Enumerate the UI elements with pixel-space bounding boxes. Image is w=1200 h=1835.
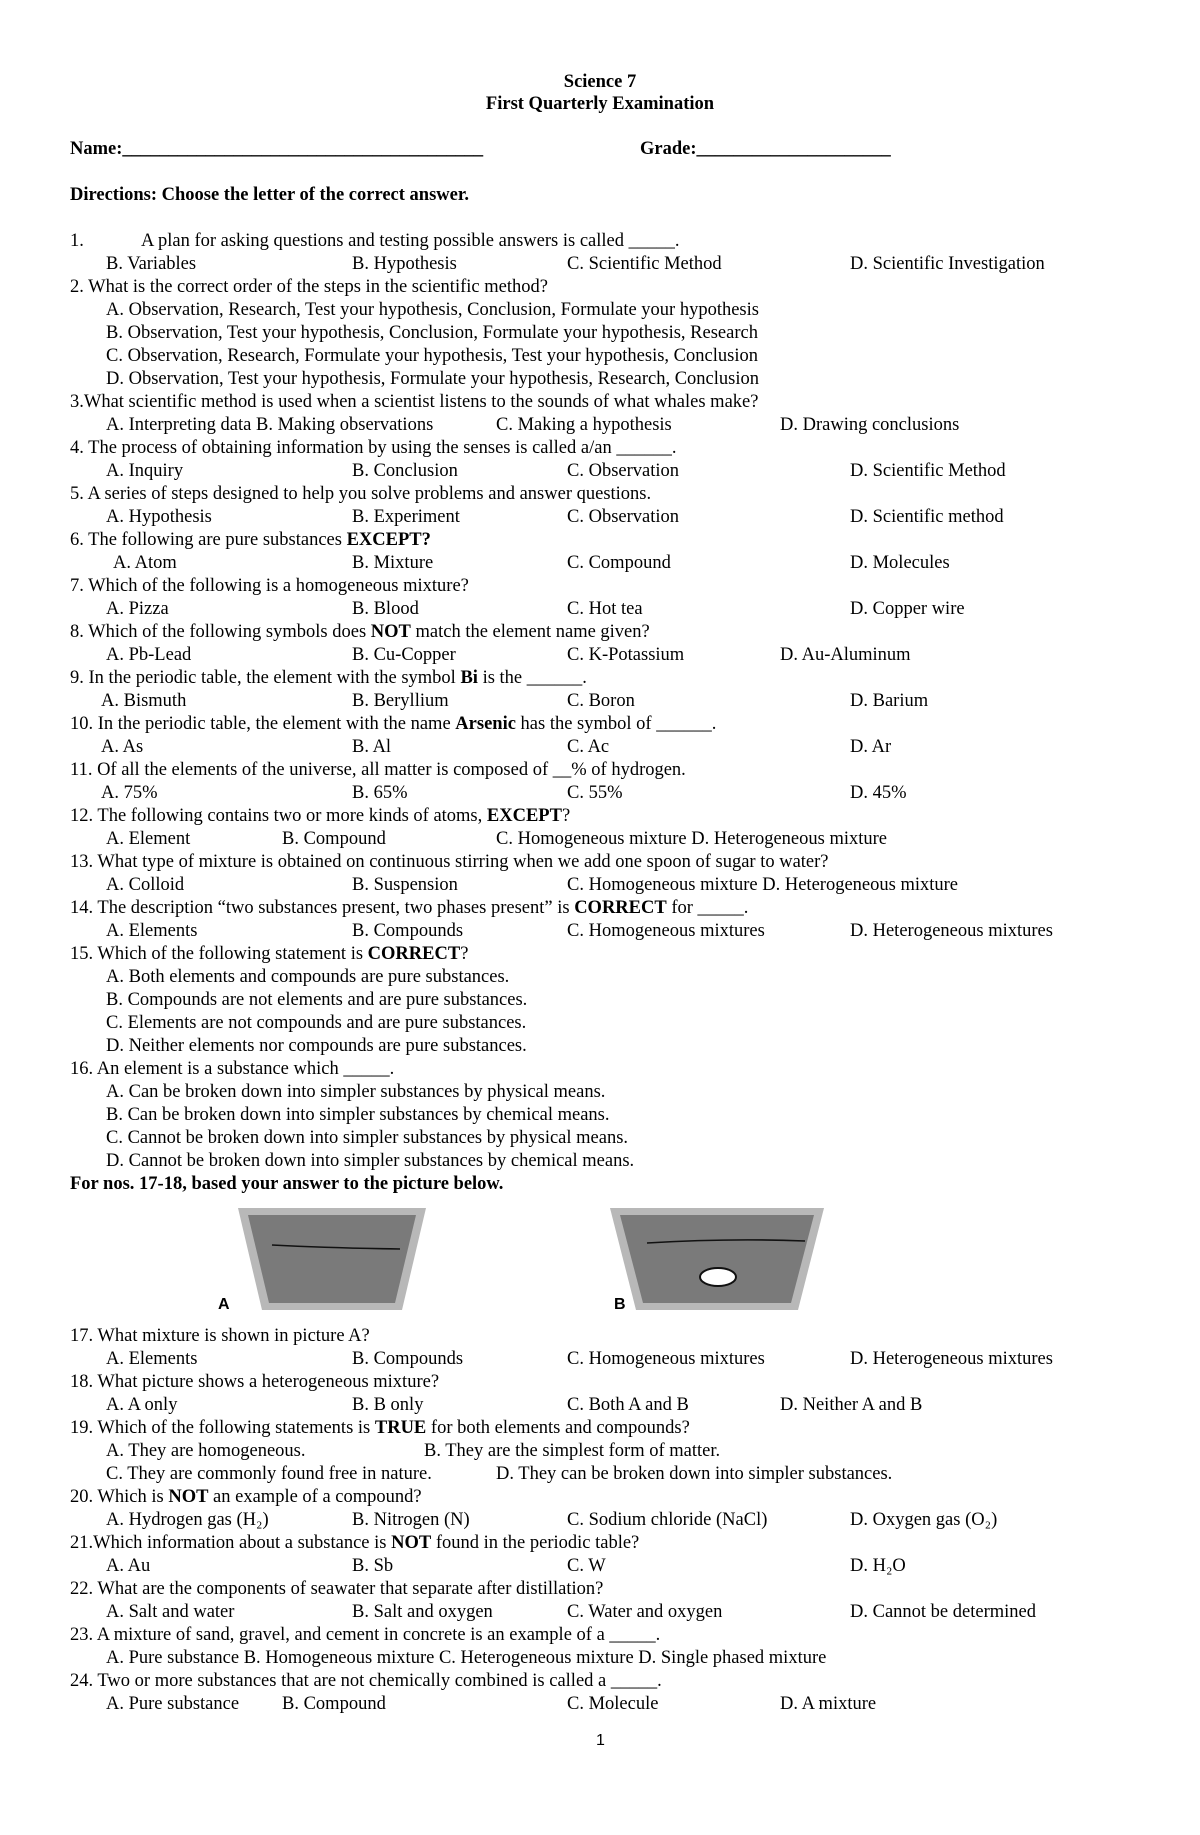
q10-choice-c[interactable]: C. Ac bbox=[567, 737, 610, 757]
q3-choice-ab[interactable]: A. Interpreting data B. Making observations bbox=[106, 415, 434, 435]
q5-choice-b[interactable]: B. Experiment bbox=[352, 507, 460, 527]
name-field[interactable]: Name:_______________________________________ bbox=[70, 139, 484, 159]
q15-choice-d[interactable]: D. Neither elements nor compounds are pure substances. bbox=[106, 1036, 527, 1056]
q14-question: 14. The description “two substances present, two phases present” is CORRECT for _____. bbox=[70, 898, 749, 918]
q22-choice-d[interactable]: D. Cannot be determined bbox=[850, 1602, 1036, 1622]
q17-question: 17. What mixture is shown in picture A? bbox=[70, 1326, 370, 1346]
q22-choice-c[interactable]: C. Water and oxygen bbox=[567, 1602, 723, 1622]
q5-choice-c[interactable]: C. Observation bbox=[567, 507, 680, 527]
q15-question: 15. Which of the following statement is CORRECT? bbox=[70, 944, 469, 964]
q21-choice-c[interactable]: C. W bbox=[567, 1556, 606, 1576]
q10-question: 10. In the periodic table, the element with the name Arsenic has the symbol of ______. bbox=[70, 714, 717, 734]
q17-choice-c[interactable]: C. Homogeneous mixtures bbox=[567, 1349, 765, 1369]
q8-choice-a[interactable]: A. Pb-Lead bbox=[106, 645, 192, 665]
q11-choice-c[interactable]: C. 55% bbox=[567, 783, 623, 803]
q2-question: 2. What is the correct order of the steps in the scientific method? bbox=[70, 277, 548, 297]
q13-question: 13. What type of mixture is obtained on continuous stirring when we add one spoon of sugar to water? bbox=[70, 852, 829, 872]
q1-question: A plan for asking questions and testing possible answers is called _____. bbox=[141, 231, 680, 251]
q21-choice-a[interactable]: A. Au bbox=[106, 1556, 151, 1576]
q4-choice-d[interactable]: D. Scientific Method bbox=[850, 461, 1006, 481]
q9-choice-b[interactable]: B. Beryllium bbox=[352, 691, 449, 711]
q16-choice-d[interactable]: D. Cannot be broken down into simpler substances by chemical means. bbox=[106, 1151, 635, 1171]
exam-subtitle: First Quarterly Examination bbox=[485, 94, 715, 114]
q12-choice-a[interactable]: A. Element bbox=[106, 829, 191, 849]
q21-choice-b[interactable]: B. Sb bbox=[352, 1556, 394, 1576]
q16-question: 16. An element is a substance which _____. bbox=[70, 1059, 395, 1079]
solid-particle bbox=[700, 1268, 736, 1286]
q14-choice-b[interactable]: B. Compounds bbox=[352, 921, 464, 941]
q13-choice-b[interactable]: B. Suspension bbox=[352, 875, 458, 895]
q15-choice-b[interactable]: B. Compounds are not elements and are pure substances. bbox=[106, 990, 528, 1010]
q20-choice-b[interactable]: B. Nitrogen (N) bbox=[352, 1510, 470, 1530]
q18-question: 18. What picture shows a heterogeneous mixture? bbox=[70, 1372, 440, 1392]
q24-choice-b[interactable]: B. Compound bbox=[282, 1694, 386, 1714]
q16-choice-a[interactable]: A. Can be broken down into simpler substances by physical means. bbox=[106, 1082, 606, 1102]
q7-choice-c[interactable]: C. Hot tea bbox=[567, 599, 643, 619]
q14-choice-c[interactable]: C. Homogeneous mixtures bbox=[567, 921, 765, 941]
q2-choice-a[interactable]: A. Observation, Research, Test your hypothesis, Conclusion, Formulate your hypothesis bbox=[106, 300, 759, 320]
q15-choice-c[interactable]: C. Elements are not compounds and are pure substances. bbox=[106, 1013, 527, 1033]
beaker-a bbox=[238, 1208, 426, 1310]
picture-instruction: For nos. 17-18, based your answer to the picture below. bbox=[70, 1174, 504, 1194]
q10-choice-d[interactable]: D. Ar bbox=[850, 737, 892, 757]
q18-choice-b[interactable]: B. B only bbox=[352, 1395, 424, 1415]
q5-question: 5. A series of steps designed to help you solve problems and answer questions. bbox=[70, 484, 652, 504]
q20-choice-a[interactable]: A. Hydrogen gas (H₂) bbox=[106, 1510, 269, 1530]
q24-choice-c[interactable]: C. Molecule bbox=[567, 1694, 659, 1714]
q1-choice-d[interactable]: D. Scientific Investigation bbox=[850, 254, 1045, 274]
q19-choice-d[interactable]: D. They can be broken down into simpler substances. bbox=[496, 1464, 893, 1484]
q6-question: 6. The following are pure substances EXCEPT? bbox=[70, 530, 431, 550]
q16-choice-b[interactable]: B. Can be broken down into simpler substances by chemical means. bbox=[106, 1105, 610, 1125]
q10-choice-a[interactable]: A. As bbox=[101, 737, 144, 757]
picture-label-a: A bbox=[218, 1296, 230, 1313]
q22-question: 22. What are the components of seawater that separate after distillation? bbox=[70, 1579, 604, 1599]
q8-question: 8. Which of the following symbols does NOT match the element name given? bbox=[70, 622, 650, 642]
q9-choice-a[interactable]: A. Bismuth bbox=[101, 691, 187, 711]
q3-choice-c[interactable]: C. Making a hypothesis bbox=[496, 415, 672, 435]
q17-choice-a[interactable]: A. Elements bbox=[106, 1349, 198, 1369]
q3-question: 3.What scientific method is used when a scientist listens to the sounds of what whales make? bbox=[70, 392, 759, 412]
q6-choice-a[interactable]: A. Atom bbox=[113, 553, 177, 573]
q18-choice-d[interactable]: D. Neither A and B bbox=[780, 1395, 923, 1415]
q6-choice-c[interactable]: C. Compound bbox=[567, 553, 671, 573]
q6-choice-d[interactable]: D. Molecules bbox=[850, 553, 950, 573]
q19-choice-b[interactable]: B. They are the simplest form of matter. bbox=[424, 1441, 721, 1461]
q11-choice-d[interactable]: D. 45% bbox=[850, 783, 907, 803]
q7-choice-b[interactable]: B. Blood bbox=[352, 599, 419, 619]
q1-number: 1. bbox=[70, 231, 84, 251]
q8-choice-c[interactable]: C. K-Potassium bbox=[567, 645, 685, 665]
q20-choice-c[interactable]: C. Sodium chloride (NaCl) bbox=[567, 1510, 768, 1530]
q21-choice-d[interactable]: D. H₂O bbox=[850, 1556, 906, 1576]
q12-choice-b[interactable]: B. Compound bbox=[282, 829, 386, 849]
q19-question: 19. Which of the following statements is TRUE for both elements and compounds? bbox=[70, 1418, 690, 1438]
q20-choice-d[interactable]: D. Oxygen gas (O₂) bbox=[850, 1510, 998, 1530]
q2-choice-d[interactable]: D. Observation, Test your hypothesis, Formulate your hypothesis, Research, Conclusion bbox=[106, 369, 759, 389]
grade-field[interactable]: Grade:_____________________ bbox=[640, 139, 891, 159]
q22-choice-b[interactable]: B. Salt and oxygen bbox=[352, 1602, 493, 1622]
exam-title: Science 7 bbox=[563, 72, 637, 92]
q7-choice-a[interactable]: A. Pizza bbox=[106, 599, 169, 619]
q19-choice-c[interactable]: C. They are commonly found free in nature. bbox=[106, 1464, 432, 1484]
q24-question: 24. Two or more substances that are not chemically combined is called a _____. bbox=[70, 1671, 662, 1691]
q23-question: 23. A mixture of sand, gravel, and cement in concrete is an example of a _____. bbox=[70, 1625, 661, 1645]
q4-choice-a[interactable]: A. Inquiry bbox=[106, 461, 184, 481]
q12-choice-cd[interactable]: C. Homogeneous mixture D. Heterogeneous mixture bbox=[496, 829, 887, 849]
q24-choice-d[interactable]: D. A mixture bbox=[780, 1694, 877, 1714]
q24-choice-a[interactable]: A. Pure substance bbox=[106, 1694, 240, 1714]
q5-choice-d[interactable]: D. Scientific method bbox=[850, 507, 1004, 527]
q15-choice-a[interactable]: A. Both elements and compounds are pure substances. bbox=[106, 967, 510, 987]
q18-choice-c[interactable]: C. Both A and B bbox=[567, 1395, 689, 1415]
q11-question: 11. Of all the elements of the universe, all matter is composed of __% of hydrogen. bbox=[70, 760, 686, 780]
q17-choice-b[interactable]: B. Compounds bbox=[352, 1349, 464, 1369]
q2-choice-c[interactable]: C. Observation, Research, Formulate your hypothesis, Test your hypothesis, Conclusion bbox=[106, 346, 758, 366]
q1-choice-c[interactable]: C. Scientific Method bbox=[567, 254, 722, 274]
q5-choice-a[interactable]: A. Hypothesis bbox=[106, 507, 212, 527]
q4-question: 4. The process of obtaining information by using the senses is called a/an ______. bbox=[70, 438, 677, 458]
q11-choice-a[interactable]: A. 75% bbox=[101, 783, 158, 803]
picture-label-b: B bbox=[614, 1296, 626, 1313]
q13-choice-cd[interactable]: C. Homogeneous mixture D. Heterogeneous mixture bbox=[567, 875, 958, 895]
q17-choice-d[interactable]: D. Heterogeneous mixtures bbox=[850, 1349, 1053, 1369]
page-number: 1 bbox=[596, 1732, 605, 1749]
q4-choice-c[interactable]: C. Observation bbox=[567, 461, 680, 481]
q21-question: 21.Which information about a substance is NOT found in the periodic table? bbox=[70, 1533, 640, 1553]
q8-choice-b[interactable]: B. Cu-Copper bbox=[352, 645, 456, 665]
q13-choice-a[interactable]: A. Colloid bbox=[106, 875, 185, 895]
q6-choice-b[interactable]: B. Mixture bbox=[352, 553, 434, 573]
q7-choice-d[interactable]: D. Copper wire bbox=[850, 599, 965, 619]
beaker-b bbox=[610, 1208, 824, 1310]
q22-choice-a[interactable]: A. Salt and water bbox=[106, 1602, 235, 1622]
q23-choices[interactable]: A. Pure substance B. Homogeneous mixture C. Heterogeneous mixture D. Single phased mixture bbox=[106, 1648, 827, 1668]
q20-question: 20. Which is NOT an example of a compound? bbox=[70, 1487, 422, 1507]
q11-choice-b[interactable]: B. 65% bbox=[352, 783, 408, 803]
q1-choice-b[interactable]: B. Hypothesis bbox=[352, 254, 457, 274]
q14-choice-d[interactable]: D. Heterogeneous mixtures bbox=[850, 921, 1053, 941]
q10-choice-b[interactable]: B. Al bbox=[352, 737, 392, 757]
q9-choice-d[interactable]: D. Barium bbox=[850, 691, 929, 711]
q16-choice-c[interactable]: C. Cannot be broken down into simpler substances by physical means. bbox=[106, 1128, 629, 1148]
q3-choice-d[interactable]: D. Drawing conclusions bbox=[780, 415, 960, 435]
q2-choice-b[interactable]: B. Observation, Test your hypothesis, Conclusion, Formulate your hypothesis, Research bbox=[106, 323, 758, 343]
q7-question: 7. Which of the following is a homogeneous mixture? bbox=[70, 576, 469, 596]
q9-question: 9. In the periodic table, the element with the symbol Bi is the ______. bbox=[70, 668, 587, 688]
q8-choice-d[interactable]: D. Au-Aluminum bbox=[780, 645, 911, 665]
q9-choice-c[interactable]: C. Boron bbox=[567, 691, 635, 711]
q12-question: 12. The following contains two or more kinds of atoms, EXCEPT? bbox=[70, 806, 571, 826]
q18-choice-a[interactable]: A. A only bbox=[106, 1395, 178, 1415]
directions: Directions: Choose the letter of the correct answer. bbox=[70, 185, 470, 205]
q4-choice-b[interactable]: B. Conclusion bbox=[352, 461, 458, 481]
q19-choice-a[interactable]: A. They are homogeneous. bbox=[106, 1441, 306, 1461]
q1-choice-a[interactable]: B. Variables bbox=[106, 254, 197, 274]
beaker-pictures bbox=[210, 1205, 860, 1325]
q14-choice-a[interactable]: A. Elements bbox=[106, 921, 198, 941]
